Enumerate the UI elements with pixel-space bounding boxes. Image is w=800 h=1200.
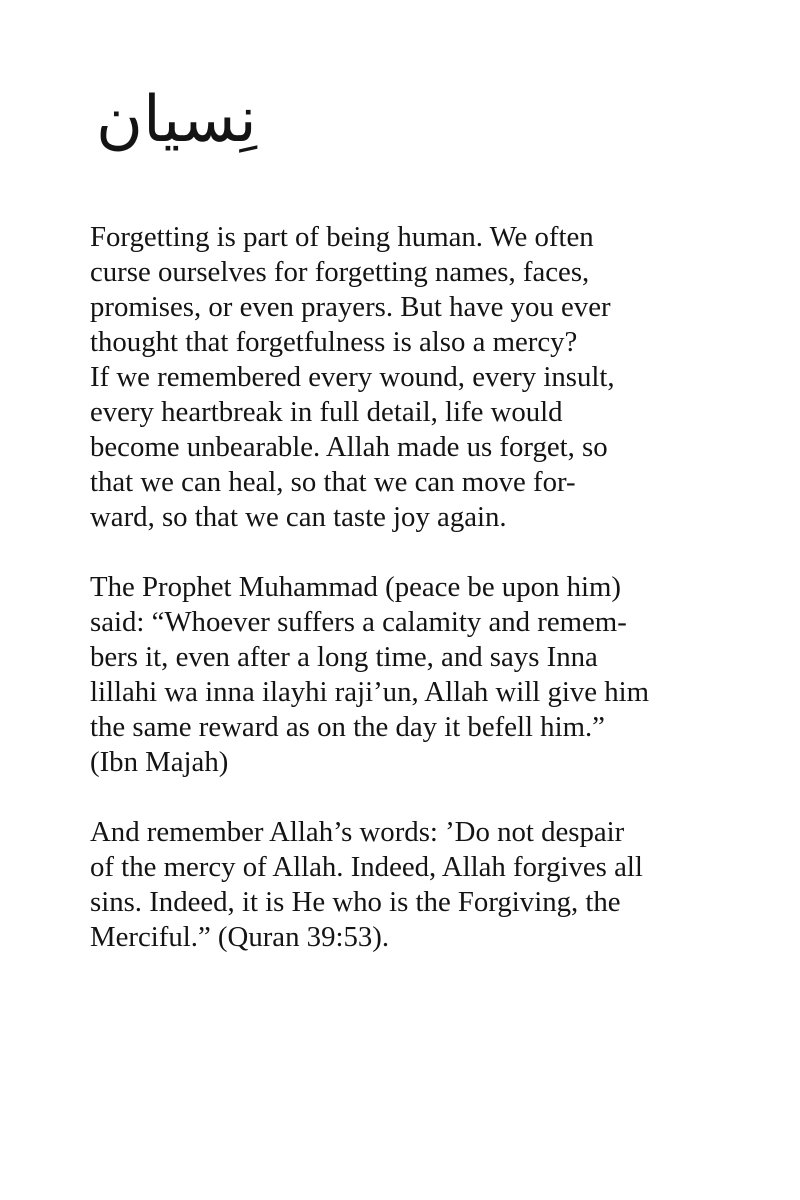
text-line: thought that forgetfulness is also a mercy? <box>90 326 578 358</box>
body-text <box>90 220 750 955</box>
text-line: the same reward as on the day it befell him.” <box>90 711 605 743</box>
text-line: become unbearable. Allah made us forget, so <box>90 431 608 463</box>
text-line: Forgetting is part of being human. We often <box>90 221 594 253</box>
text-line: every heartbreak in full detail, life would <box>90 396 563 428</box>
text-line: of the mercy of Allah. Indeed, Allah forgives all <box>90 851 643 883</box>
paragraph-forgetting <box>90 220 750 535</box>
text-line: ward, so that we can taste joy again. <box>90 501 507 533</box>
text-line: If we remembered every wound, every insult, <box>90 361 615 393</box>
text-line: bers it, even after a long time, and says Inna <box>90 641 598 673</box>
text-line: said: “Whoever suffers a calamity and remem- <box>90 606 627 638</box>
text-line: The Prophet Muhammad (peace be upon him) <box>90 571 621 603</box>
text-line: Merciful.” (Quran 39:53). <box>90 921 390 953</box>
text-line: And remember Allah’s words: ’Do not despair <box>90 816 625 848</box>
text-line: that we can heal, so that we can move for- <box>90 466 576 498</box>
text-line: curse ourselves for forgetting names, faces, <box>90 256 590 288</box>
text-line: (Ibn Majah) <box>90 746 229 778</box>
text-line: promises, or even prayers. But have you ever <box>90 291 611 323</box>
paragraph-hadith <box>90 570 750 780</box>
text-line: lillahi wa inna ilayhi raji’un, Allah will give him <box>90 676 650 708</box>
paragraph-quran <box>90 815 750 955</box>
text-line: sins. Indeed, it is He who is the Forgiving, the <box>90 886 621 918</box>
arabic-title: نِسيان <box>96 83 257 157</box>
